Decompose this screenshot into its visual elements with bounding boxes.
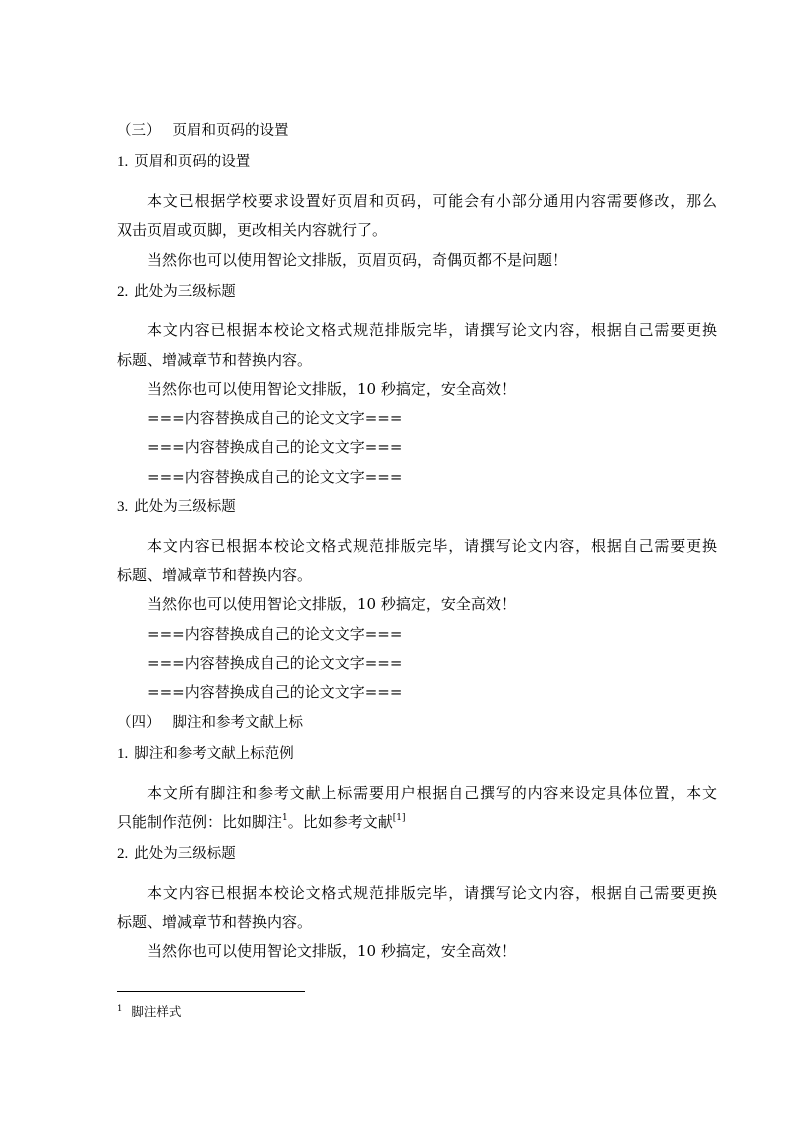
subsection-title: 页眉和页码的设置 [134, 154, 251, 170]
paragraph-line: ===内容替换成自己的论文文字=== [147, 625, 403, 643]
section-title: 页眉和页码的设置 [172, 123, 289, 139]
paragraph-line-with-marks [117, 812, 406, 832]
subsection-number: 3. [117, 499, 129, 515]
paragraph-line: 本文内容已根据本校论文格式规范排版完毕，请撰写论文内容，根据自己需要更换 [147, 884, 717, 902]
paragraph-line: 标题、增减章节和替换内容。 [117, 566, 313, 584]
section-title: 脚注和参考文献上标 [172, 715, 303, 731]
paragraph-line: ===内容替换成自己的论文文字=== [147, 654, 403, 672]
paragraph-line: 当然你也可以使用智论文排版，10 秒搞定，安全高效！ [147, 595, 516, 613]
text-run: 。比如参考文献 [287, 813, 393, 831]
section-heading [117, 121, 289, 141]
paragraph-line: 本文已根据学校要求设置好页眉和页码，可能会有小部分通用内容需要修改，那么 [147, 192, 717, 210]
footnote-text: 脚注样式 [131, 1004, 182, 1020]
footnote [117, 1001, 181, 1020]
subsection-heading [117, 282, 236, 302]
paragraph-line: 当然你也可以使用智论文排版，10 秒搞定，安全高效！ [147, 380, 516, 398]
paragraph-line: ===内容替换成自己的论文文字=== [147, 468, 403, 486]
text-run: 只能制作范例：比如脚注 [117, 813, 283, 831]
paragraph-line: 本文内容已根据本校论文格式规范排版完毕，请撰写论文内容，根据自己需要更换 [147, 537, 717, 555]
footnote-reference-mark[interactable]: 1 [282, 813, 288, 823]
subsection-heading [117, 152, 250, 172]
subsection-title: 脚注和参考文献上标范例 [134, 746, 294, 762]
section-number: （三） [117, 123, 161, 139]
subsection-number: 1. [117, 746, 129, 762]
paragraph-line: 本文所有脚注和参考文献上标需要用户根据自己撰写的内容来设定具体位置，本文 [147, 784, 717, 802]
paragraph-line: 标题、增减章节和替换内容。 [117, 351, 313, 369]
footnote-separator [117, 991, 305, 992]
section-number: （四） [117, 715, 161, 731]
subsection-title: 此处为三级标题 [134, 284, 236, 300]
paragraph-line: 当然你也可以使用智论文排版，10 秒搞定，安全高效！ [147, 942, 516, 960]
subsection-number: 2. [117, 846, 129, 862]
subsection-title: 此处为三级标题 [134, 846, 236, 862]
subsection-number: 1. [117, 154, 129, 170]
paragraph-line: ===内容替换成自己的论文文字=== [147, 409, 403, 427]
paragraph-line: 双击页眉或页脚，更改相关内容就行了。 [117, 221, 388, 239]
paragraph-line: 标题、增减章节和替换内容。 [117, 913, 313, 931]
paragraph-line: ===内容替换成自己的论文文字=== [147, 438, 403, 456]
subsection-number: 2. [117, 284, 129, 300]
subsection-heading [117, 744, 294, 764]
footnote-mark: 1 [117, 1004, 123, 1014]
paragraph-line: ===内容替换成自己的论文文字=== [147, 683, 403, 701]
subsection-title: 此处为三级标题 [134, 499, 236, 515]
citation-reference-mark[interactable]: [1] [392, 813, 406, 823]
paragraph-line: 本文内容已根据本校论文格式规范排版完毕，请撰写论文内容，根据自己需要更换 [147, 321, 717, 339]
subsection-heading [117, 497, 236, 517]
subsection-heading [117, 844, 236, 864]
section-heading [117, 713, 303, 733]
paragraph-line: 当然你也可以使用智论文排版，页眉页码，奇偶页都不是问题！ [147, 251, 568, 269]
